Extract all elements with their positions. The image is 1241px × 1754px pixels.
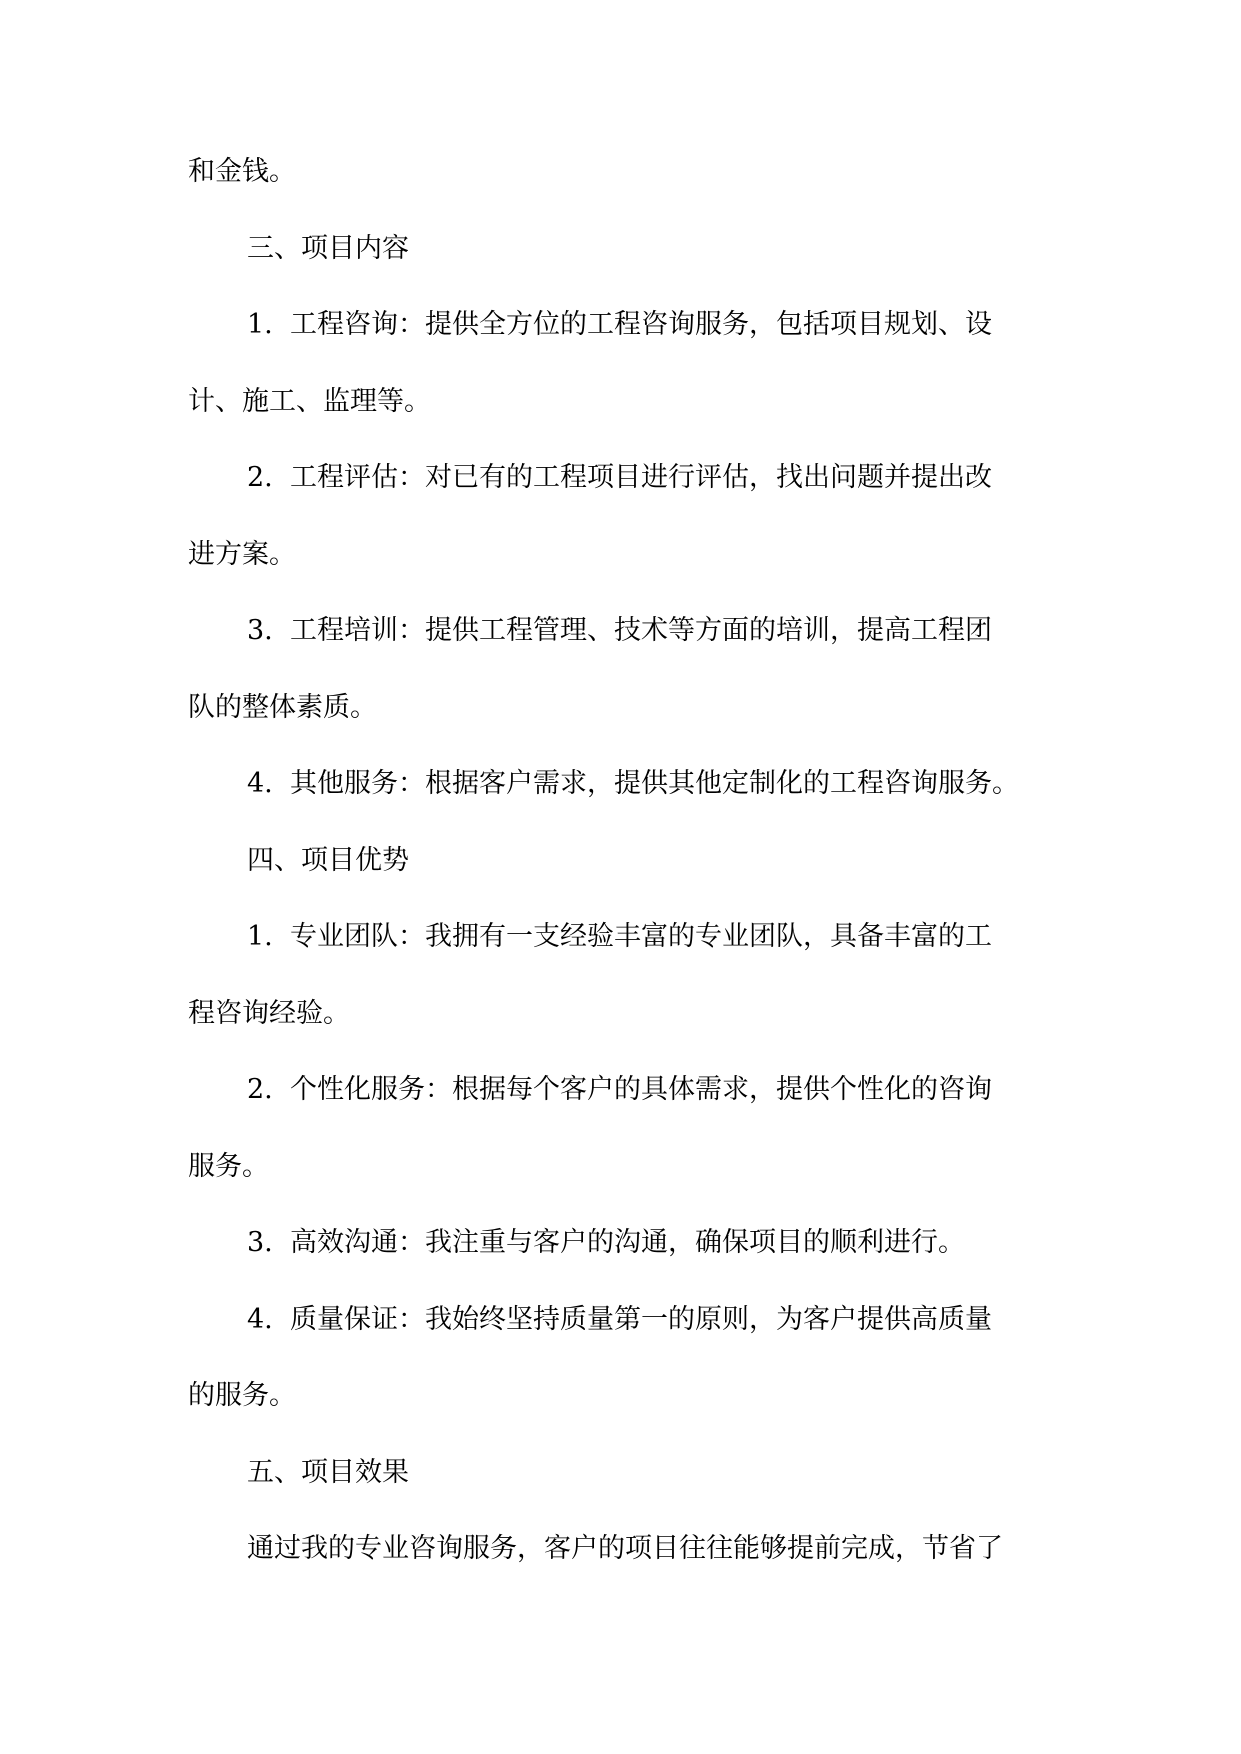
list-number: 4. bbox=[247, 768, 273, 799]
text-line: 服务。 bbox=[188, 1150, 269, 1182]
text-line: 的服务。 bbox=[188, 1380, 296, 1411]
list-number: 2. bbox=[247, 462, 273, 493]
paragraph-continuation bbox=[188, 145, 1052, 222]
heading-text: 三、项目内容 bbox=[247, 232, 409, 264]
section-heading-project-content bbox=[188, 222, 1052, 299]
text-line: 进方案。 bbox=[188, 538, 296, 570]
text-line: 质量保证：我始终坚持质量第一的原则，为客户提供高质量 bbox=[290, 1303, 992, 1335]
list-item-continuation bbox=[188, 1140, 1052, 1217]
list-item-continuation bbox=[188, 375, 1052, 452]
list-item-other-services bbox=[188, 757, 1052, 834]
list-number: 4. bbox=[247, 1303, 273, 1335]
list-item-engineering-consulting bbox=[188, 298, 1052, 375]
text-line: 专业团队：我拥有一支经验丰富的专业团队，具备丰富的工 bbox=[290, 921, 992, 952]
list-number: 3. bbox=[247, 615, 273, 646]
list-number: 3. bbox=[247, 1227, 273, 1258]
document-body bbox=[188, 145, 1052, 1599]
text-line: 高效沟通：我注重与客户的沟通，确保项目的顺利进行。 bbox=[290, 1227, 965, 1258]
text-line: 工程培训：提供工程管理、技术等方面的培训，提高工程团 bbox=[290, 615, 992, 646]
list-item-continuation bbox=[188, 681, 1052, 758]
heading-text: 四、项目优势 bbox=[247, 844, 409, 876]
text-line: 工程评估：对已有的工程项目进行评估，找出问题并提出改 bbox=[290, 462, 992, 493]
list-item-personalized-service bbox=[188, 1063, 1052, 1140]
list-item-efficient-communication bbox=[188, 1216, 1052, 1293]
list-item-quality-assurance bbox=[188, 1293, 1052, 1370]
text-line: 工程咨询：提供全方位的工程咨询服务，包括项目规划、设 bbox=[290, 309, 992, 340]
list-item-engineering-evaluation bbox=[188, 451, 1052, 528]
text-line: 通过我的专业咨询服务，客户的项目往往能够提前完成，节省了 bbox=[247, 1533, 1003, 1564]
text-line: 和金钱。 bbox=[188, 156, 296, 187]
list-item-engineering-training bbox=[188, 604, 1052, 681]
section-heading-project-advantages bbox=[188, 834, 1052, 911]
list-number: 1. bbox=[247, 309, 273, 340]
text-line: 程咨询经验。 bbox=[188, 997, 350, 1029]
section-heading-project-results bbox=[188, 1446, 1052, 1523]
text-line: 个性化服务：根据每个客户的具体需求，提供个性化的咨询 bbox=[290, 1074, 992, 1105]
list-item-continuation bbox=[188, 987, 1052, 1064]
heading-text: 五、项目效果 bbox=[247, 1456, 409, 1488]
list-number: 2. bbox=[247, 1074, 273, 1105]
text-line: 队的整体素质。 bbox=[188, 691, 377, 723]
list-item-continuation bbox=[188, 1369, 1052, 1446]
paragraph-project-results bbox=[188, 1522, 1052, 1599]
list-item-continuation bbox=[188, 528, 1052, 605]
text-line: 其他服务：根据客户需求，提供其他定制化的工程咨询服务。 bbox=[290, 768, 1019, 799]
list-number: 1. bbox=[247, 921, 273, 952]
text-line: 计、施工、监理等。 bbox=[188, 385, 431, 417]
list-item-professional-team bbox=[188, 910, 1052, 987]
